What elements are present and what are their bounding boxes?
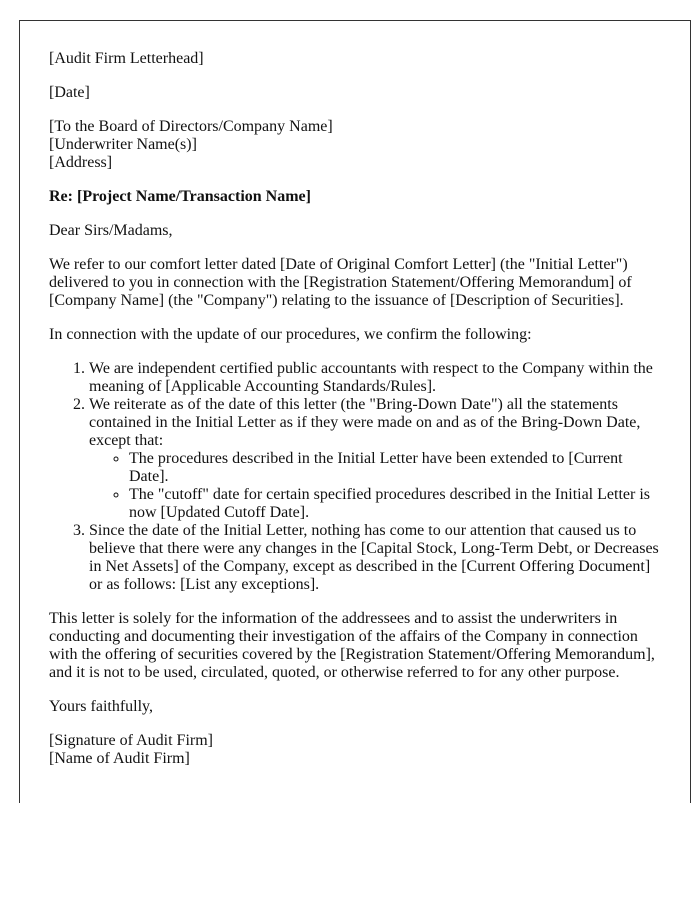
list-item-text: Since the date of the Initial Letter, nothing has come to our attention that caused us to believe that there were any changes in the [Capital Stock, Long-Term Debt, or Decreases in Net Assets] of the Company, except as described in the [Current Offering Document] or as follows: [List any exceptions].	[89, 522, 659, 593]
exception-list	[89, 450, 661, 522]
recipient-line: [To the Board of Directors/Company Name]	[49, 118, 333, 135]
list-item	[89, 396, 661, 522]
list-item-text: We reiterate as of the date of this letter (the "Bring-Down Date") all the statements contained in the Initial Letter as if they were made on and as of the Bring-Down Date, except that:	[89, 396, 641, 449]
letter-page	[19, 20, 691, 803]
recipient-line: [Underwriter Name(s)]	[49, 136, 197, 153]
intro-paragraph: We refer to our comfort letter dated [Date of Original Comfort Letter] (the "Initial Letter") delivered to you in connection with the [Registration Statement/Offering Memorandum] of [Company Name] (the "Company") relating to the issuance of [Description of Securities].	[49, 256, 632, 309]
sub-list-item: ◦ The procedures described in the Initial Letter have been extended to [Current Date].	[129, 450, 661, 486]
closing-paragraph: This letter is solely for the information of the addressees and to assist the underwriters in conducting and documenting their investigation of the affairs of the Company in connection with the offering of securities covered by the [Registration Statement/Offering Memorandum], and it is not to be used, circulated, quoted, or otherwise referred to for any other purpose.	[49, 610, 655, 681]
list-item	[89, 360, 661, 396]
subject-line: Re: [Project Name/Transaction Name]	[49, 188, 311, 205]
recipient-line: [Address]	[49, 154, 113, 171]
list-item-text: We are independent certified public accountants with respect to the Company within the meaning of [Applicable Accounting Standards/Rules].	[89, 360, 653, 395]
confirm-intro: In connection with the update of our procedures, we confirm the following:	[49, 326, 532, 343]
recipient-block	[49, 118, 661, 172]
signature-block	[49, 732, 661, 768]
signature-line: [Name of Audit Firm]	[49, 750, 190, 767]
signoff: Yours faithfully,	[49, 698, 154, 715]
signature-line: [Signature of Audit Firm]	[49, 732, 213, 749]
letterhead: [Audit Firm Letterhead]	[49, 50, 204, 67]
salutation: Dear Sirs/Madams,	[49, 222, 173, 239]
list-item	[89, 522, 661, 594]
sub-list-item: ◦ The "cutoff" date for certain specified procedures described in the Initial Letter is now [Updated Cutoff Date].	[129, 486, 661, 522]
confirmation-list	[49, 360, 661, 594]
letter-date: [Date]	[49, 84, 90, 101]
